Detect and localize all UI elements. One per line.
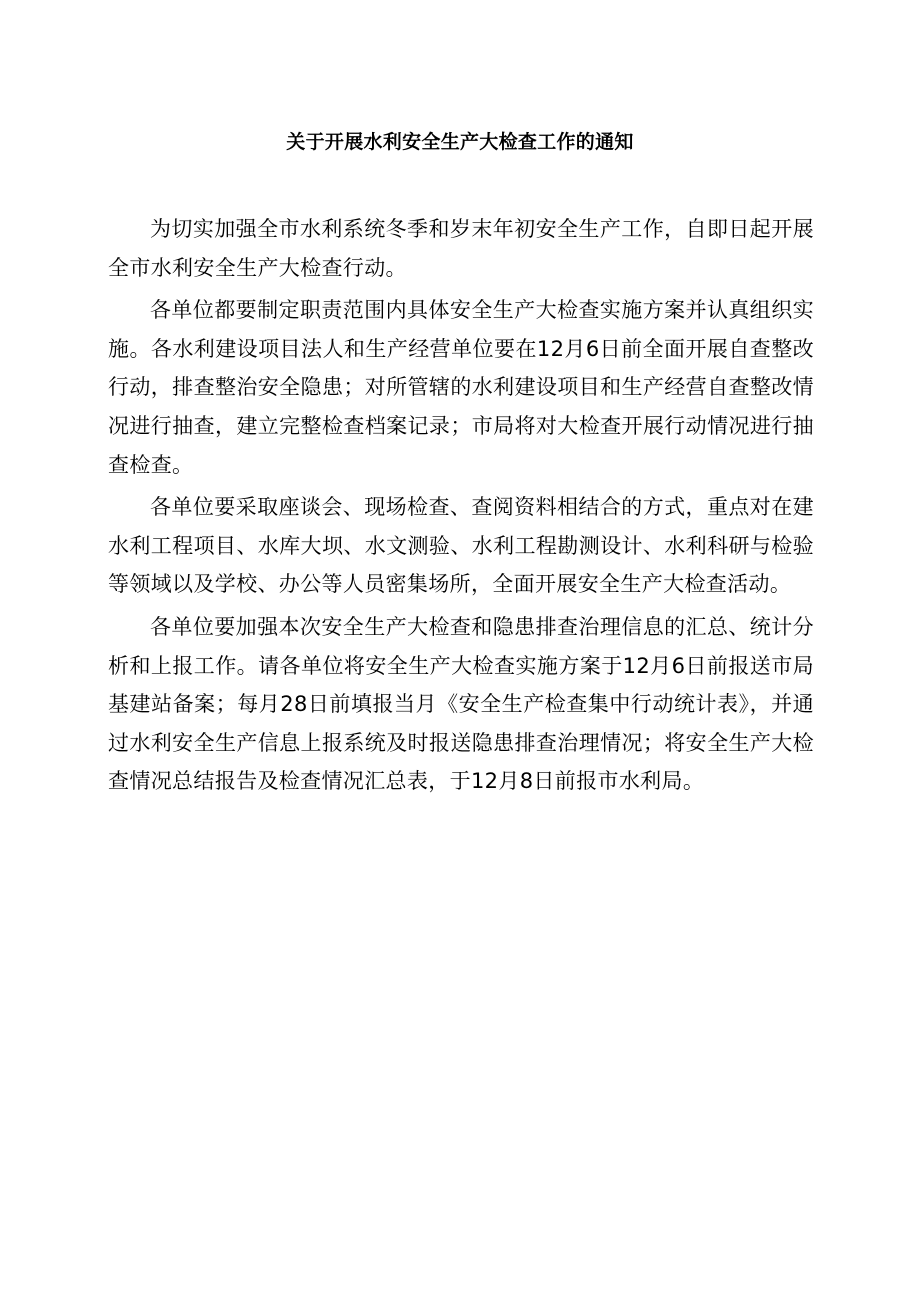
paragraph-2: 各单位都要制定职责范围内具体安全生产大检查实施方案并认真组织实施。各水利建设项目法人和生产经营单位要在12月6日前全面开展自查整改行动，排查整治安全隐患；对所管辖的水利建设项目和生产经营自查整改情况进行抽查，建立完整检查档案记录；市局将对大检查开展行动情况进行抽查检查。 bbox=[108, 298, 814, 477]
document-body bbox=[108, 210, 814, 805]
paragraph-1: 为切实加强全市水利系统冬季和岁末年初安全生产工作，自即日起开展全市水利安全生产大检查行动。 bbox=[108, 217, 814, 280]
paragraph-3: 各单位要采取座谈会、现场检查、查阅资料相结合的方式，重点对在建水利工程项目、水库大坝、水文测验、水利工程勘测设计、水利科研与检验等领域以及学校、办公等人员密集场所，全面开展安全生产大检查活动。 bbox=[108, 495, 814, 597]
document-title: 关于开展水利安全生产大检查工作的通知 bbox=[286, 131, 634, 153]
paragraph-4: 各单位要加强本次安全生产大检查和隐患排查治理信息的汇总、统计分析和上报工作。请各单位将安全生产大检查实施方案于12月6日前报送市局基建站备案；每月28日前填报当月《安全生产检查集中行动统计表》，并通过水利安全生产信息上报系统及时报送隐患排查治理情况；将安全生产大检查情况总结报告及检查情况汇总表，于12月8日前报市水利局。 bbox=[108, 614, 814, 794]
